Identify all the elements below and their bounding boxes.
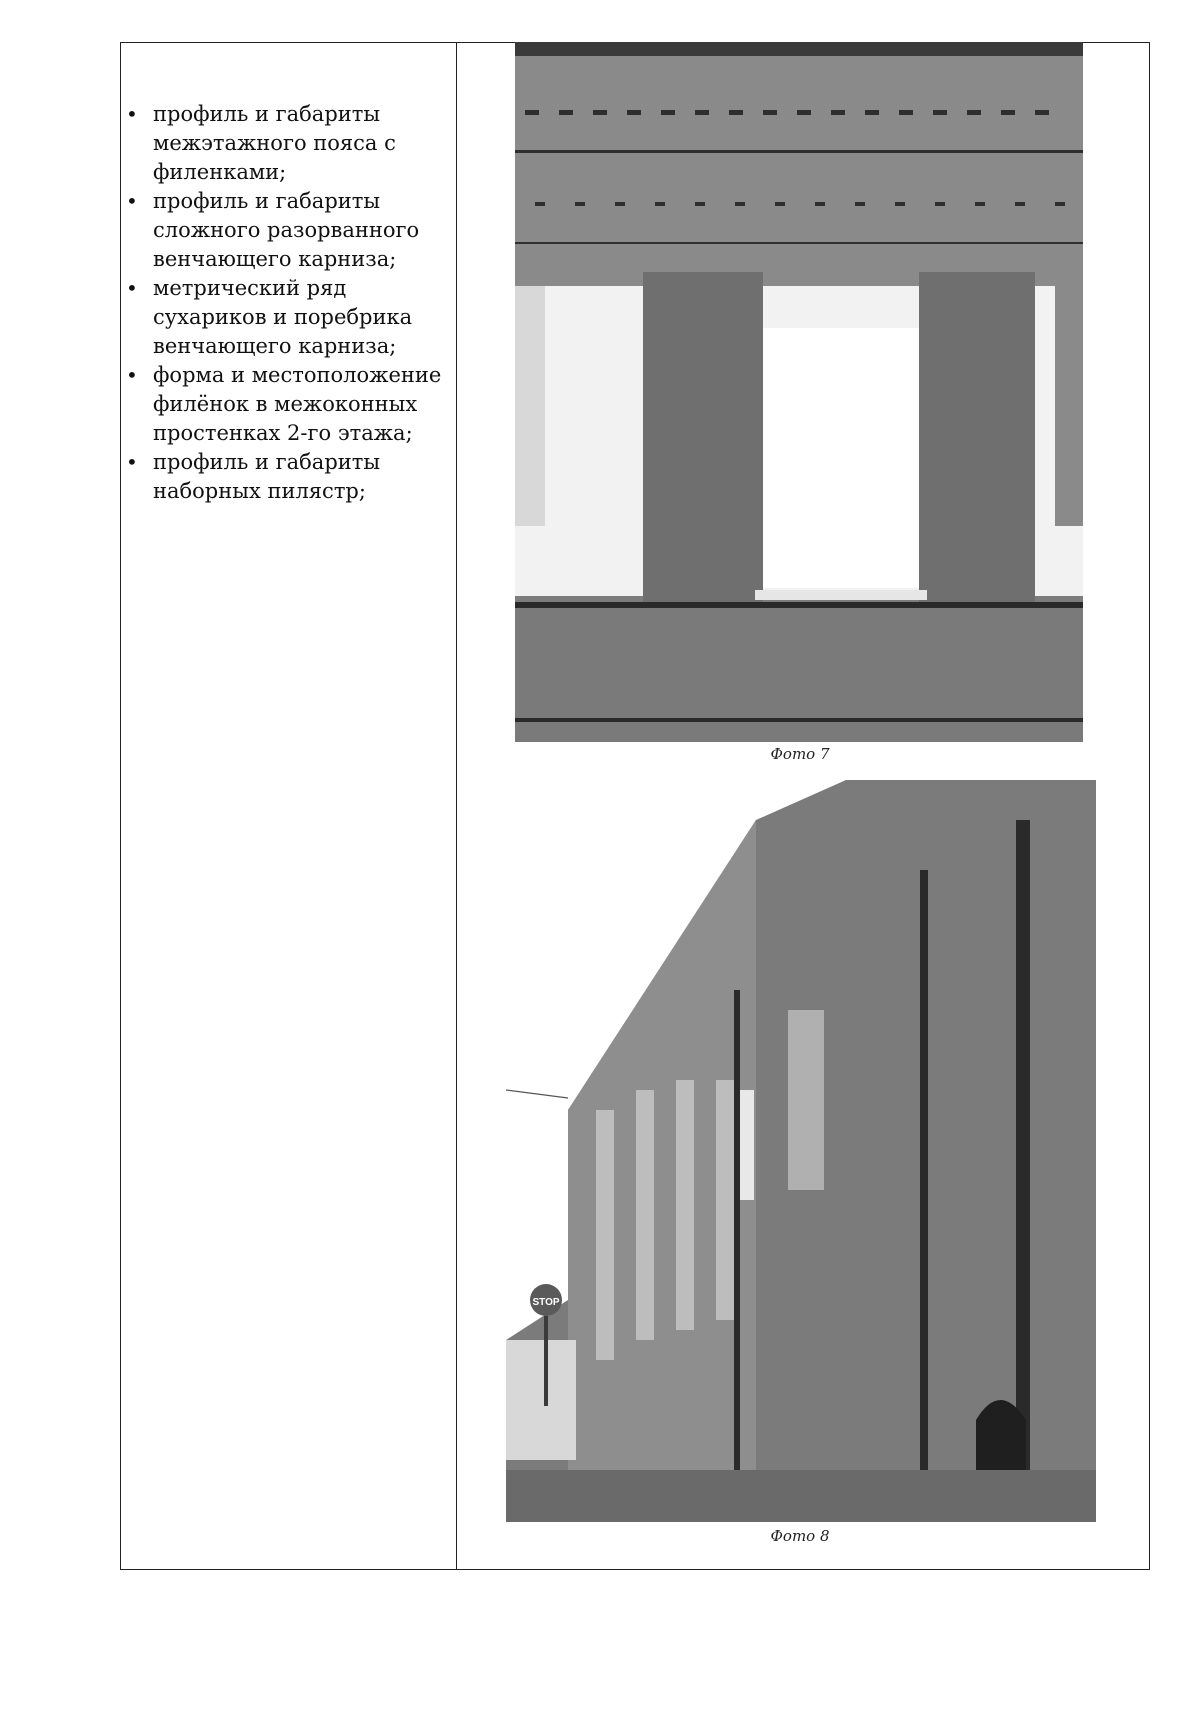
list-item: • метрический ряд сухариков и поребрика венчающего карниза;: [120, 274, 456, 361]
stop-sign-text: STOP: [532, 1297, 560, 1308]
list-item: • форма и местоположение филёнок в межоконных простенках 2-го этажа;: [120, 361, 456, 448]
list-item: • профиль и габариты наборных пилястр;: [120, 448, 456, 506]
column-divider: [456, 42, 457, 1570]
list-item: • профиль и габариты межэтажного пояса с филенками;: [120, 100, 456, 187]
photo-8-image: [506, 780, 1096, 1522]
requirements-list: [120, 100, 456, 506]
photo-7-image: [515, 42, 1083, 742]
photo-8: [506, 780, 1096, 1522]
list-item: • профиль и габариты сложного разорванного венчающего карниза;: [120, 187, 456, 274]
photo-7: [515, 42, 1083, 742]
photo-8-caption: Фото 8: [770, 1527, 830, 1545]
photo-7-caption: Фото 7: [770, 745, 830, 763]
requirements-column: [120, 100, 456, 506]
